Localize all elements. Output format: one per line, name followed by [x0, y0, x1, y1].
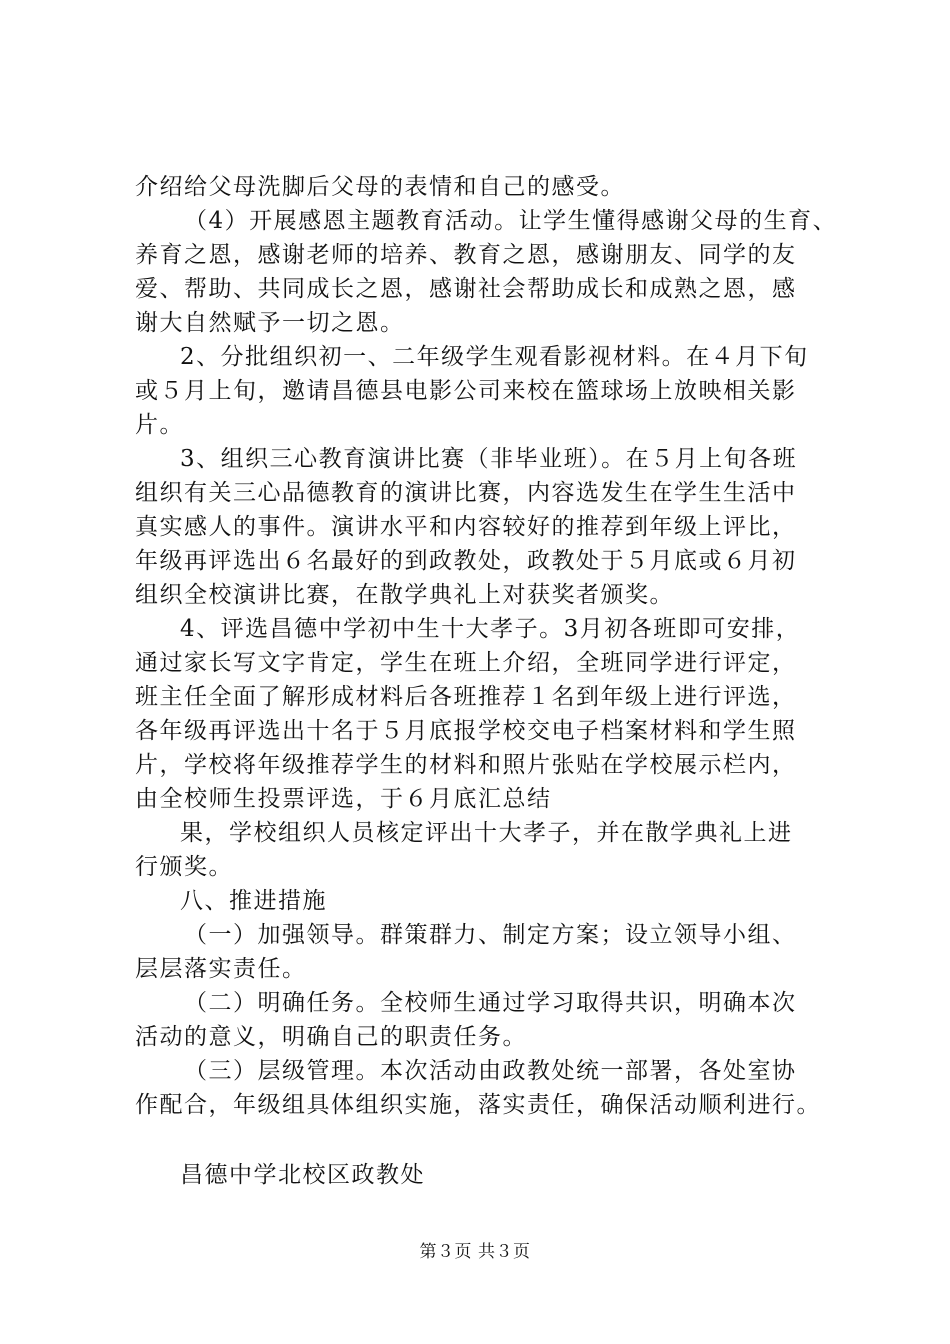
paragraph-line: 4、评选昌德中学初中生十大孝子。3月初各班即可安排， [180, 616, 801, 642]
paragraph-line: 层层落实责任。 [135, 956, 307, 982]
paragraph-line: 爱、帮助、共同成长之恩，感谢社会帮助成长和成熟之恩，感 [135, 276, 797, 302]
paragraph-line: 果，学校组织人员核定评出十大孝子，并在散学典礼上进 [180, 820, 793, 846]
paragraph-line: 年级再评选出６名最好的到政教处，政教处于５月底或６月初 [135, 548, 797, 574]
paragraph-line: 真实感人的事件。演讲水平和内容较好的推荐到年级上评比， [135, 514, 797, 540]
paragraph-line: 由全校师生投票评选，于６月底汇总结 [135, 786, 552, 812]
paragraph-line: 2、分批组织初一、二年级学生观看影视材料。在４月下旬 [180, 344, 809, 370]
paragraph-line: 各年级再评选出十名于５月底报学校交电子档案材料和学生照 [135, 718, 797, 744]
paragraph-line: 谢大自然赋予一切之恩。 [135, 310, 405, 336]
paragraph-line: 片，学校将年级推荐学生的材料和照片张贴在学校展示栏内， [135, 752, 797, 778]
section-heading: 八、推进措施 [180, 888, 327, 914]
paragraph-line: 或５月上旬，邀请昌德县电影公司来校在篮球场上放映相关影 [135, 378, 797, 404]
paragraph-line: 介绍给父母洗脚后父母的表情和自己的感受。 [135, 174, 625, 200]
page-number-footer: 第３页 共３页 [419, 1242, 531, 1262]
paragraph-line: 行颁奖。 [135, 854, 233, 880]
paragraph-line: 养育之恩，感谢老师的培养、教育之恩，感谢朋友、同学的友 [135, 242, 797, 268]
paragraph-line: （4）开展感恩主题教育活动。让学生懂得感谢父母的生育、 [184, 208, 838, 234]
paragraph-line: 组织有关三心品德教育的演讲比赛，内容选发生在学生生活中 [135, 480, 797, 506]
paragraph-line: 班主任全面了解形成材料后各班推荐１名到年级上进行评选， [135, 684, 797, 710]
paragraph-line: 组织全校演讲比赛，在散学典礼上对获奖者颁奖。 [135, 582, 674, 608]
paragraph-line: 片。 [135, 412, 184, 438]
signature-line: 昌德中学北校区政教处 [180, 1162, 425, 1188]
paragraph-line: （一）加强领导。群策群力、制定方案；设立领导小组、 [184, 922, 797, 948]
paragraph-line: 3、组织三心教育演讲比赛（非毕业班）。在５月上旬各班 [180, 446, 798, 472]
paragraph-line: （三）层级管理。本次活动由政教处统一部署，各处室协 [184, 1058, 797, 1084]
paragraph-line: （二）明确任务。全校师生通过学习取得共识，明确本次 [184, 990, 797, 1016]
paragraph-line: 作配合，年级组具体组织实施，落实责任，确保活动顺利进行。 [135, 1092, 821, 1118]
paragraph-line: 活动的意义，明确自己的职责任务。 [135, 1024, 527, 1050]
paragraph-line: 通过家长写文字肯定，学生在班上介绍，全班同学进行评定， [135, 650, 797, 676]
